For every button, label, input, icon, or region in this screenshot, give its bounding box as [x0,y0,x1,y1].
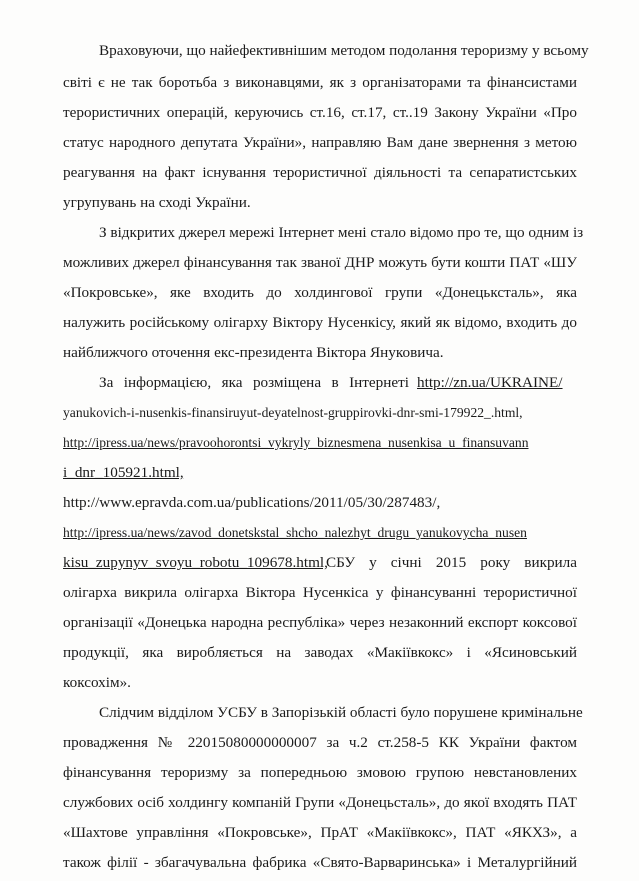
paragraph-2-line-2: можливих джерел фінансування так званої ДНР можуть бути кошти ПАТ «ШУ [63,254,577,271]
paragraph-2-line-5: найближчого оточення екс-президента Віктора Януковича. [63,344,444,361]
paragraph-3-line-10: організації «Донецька народна республіка» через незаконний експорт коксової [63,614,577,631]
paragraph-2-line-4: налужить російському олігарху Віктору Нусенкісу, який як відомо, входить до [63,314,577,331]
paragraph-4-line-4: службових осіб холдингу компаній Групи «Донецьсталь», до якої входять ПАТ [63,794,577,811]
paragraph-2-line-3: «Покровське», яке входить до холдингової групи «Донецьксталь», яка [63,284,577,301]
paragraph-2-line-1: З відкритих джерел мережі Інтернет мені стало відомо про те, що одним із [99,224,584,241]
paragraph-3-line-9: олігарха викрила олігарха Віктора Нусенкіса у фінансуванні терористичної [63,584,577,601]
link-ipress-2-continued[interactable]: kisu_zupynyv_svoyu_robotu_109678.html, [63,554,328,571]
paragraph-1-line-1: Враховуючи, що найефективнішим методом подолання тероризму у всьому [99,42,589,59]
paragraph-1-line-2: світі є не так боротьба з виконавцями, як з організаторами та фінансистами [63,74,577,91]
link-zn-ua-continued[interactable]: yanukovich-i-nusenkis-finansiruyut-deyatelnost-gruppirovki-dnr-smi-179922_.html, [63,405,523,420]
paragraph-4-line-5: «Шахтове управління «Покровське», ПрАТ «Макіївкокс», ПАТ «ЯКХЗ», а [63,824,577,841]
paragraph-1-line-3: терористичних операцій, керуючись ст.16, ст.17, ст..19 Закону України «Про [63,104,577,121]
paragraph-4-line-2: провадження № 22015080000000007 за ч.2 ст.258-5 КК України фактом [63,734,577,751]
paragraph-1-line-5: реагування на факт існування терористичної діяльності та сепаратистських [63,164,577,181]
link-epravda[interactable]: http://www.epravda.com.ua/publications/2011/05/30/287483/, [63,494,441,511]
paragraph-3-line-11: продукції, яка виробляється на заводах «Макіївкокс» і «Ясиновський [63,644,577,661]
paragraph-3-text-after-links: СБУ у січні 2015 року викрила [326,554,577,571]
paragraph-4-line-1: Слідчим відділом УСБУ в Запорізькій області було порушене кримінальне [99,704,583,721]
paragraph-1-line-6: угрупувань на сході України. [63,194,251,211]
paragraph-3-line-1: За інформацією, яка розміщена в Інтернеті [99,374,409,391]
link-ipress-1[interactable]: http://ipress.ua/news/pravoohorontsi_vykryly_biznesmena_nusenkisa_u_finansuvann [63,435,529,450]
link-zn-ua[interactable]: http://zn.ua/UKRAINE/ [417,374,563,391]
paragraph-4-line-3: фінансування тероризму за попередньою змовою групою невстановлених [63,764,577,781]
paragraph-4-line-6: також філії - збагачувальна фабрика «Свято-Варваринська» і Металургійний [63,854,577,871]
paragraph-1-line-4: статус народного депутата України», направляю Вам дане звернення з метою [63,134,577,151]
link-ipress-1-continued[interactable]: i_dnr_105921.html, [63,464,184,481]
paragraph-3-line-12: коксохім». [63,674,131,691]
link-ipress-2[interactable]: http://ipress.ua/news/zavod_donetskstal_shcho_nalezhyt_drugu_yanukovycha_nusen [63,525,527,540]
